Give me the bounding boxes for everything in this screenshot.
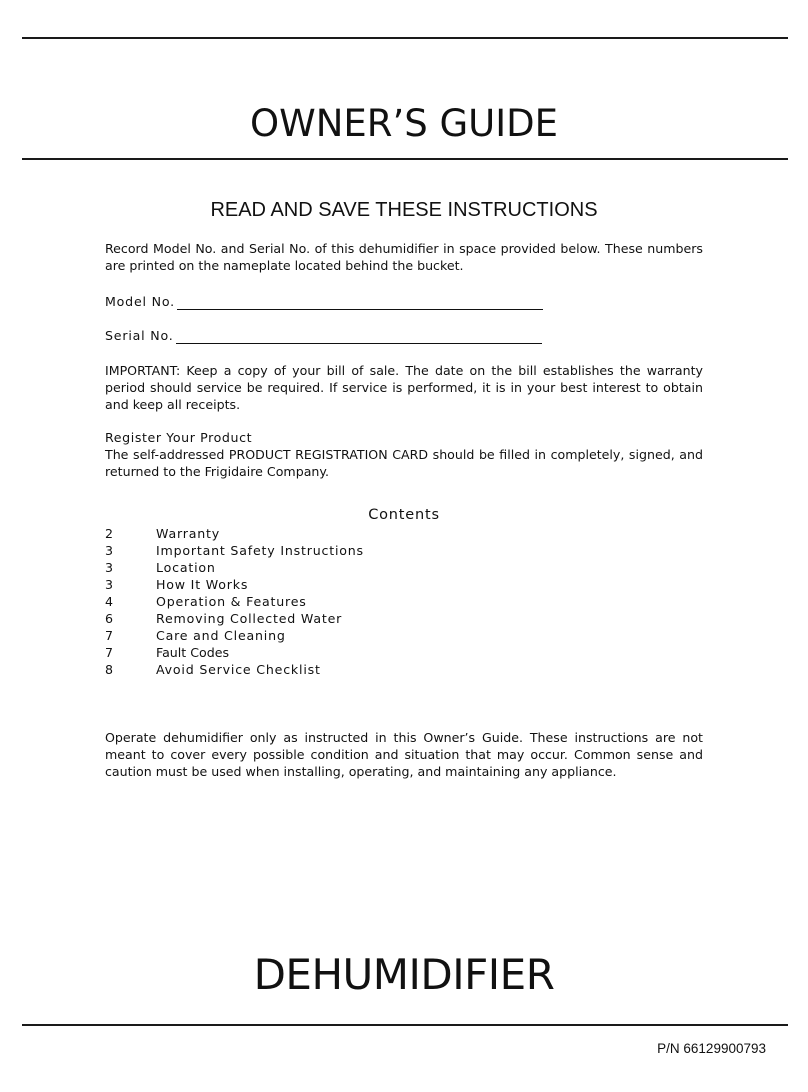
closing-paragraph: Operate dehumidifier only as instructed in this Owner’s Guide. These instructions are not meant to cover every possible condition and situation that may occur. Common sense and caution must be used when installing, operating, and maintaining any appliance.	[105, 730, 703, 779]
model-number-blank[interactable]	[177, 296, 543, 310]
list-item	[105, 542, 703, 559]
intro-paragraph: Record Model No. and Serial No. of this dehumidifier in space provided below. These numbers are printed on the nameplate located behind the bucket.	[105, 241, 703, 273]
toc-page-number: 3	[105, 543, 114, 558]
toc-label: How It Works	[156, 577, 249, 592]
list-item	[105, 610, 703, 627]
list-item	[105, 559, 703, 576]
contents-list	[105, 525, 703, 678]
page-title: OWNER’S GUIDE	[249, 102, 558, 145]
toc-page-number: 6	[105, 611, 114, 626]
main-content	[105, 240, 703, 780]
register-paragraph: The self-addressed PRODUCT REGISTRATION CARD should be filled in completely, signed, and returned to the Frigidaire Company.	[105, 447, 703, 479]
bottom-rule	[22, 1024, 788, 1026]
toc-label: Care and Cleaning	[156, 628, 286, 643]
part-number: P/N 66129900793	[657, 1041, 766, 1056]
toc-label: Warranty	[156, 526, 220, 541]
toc-label: Avoid Service Checklist	[156, 662, 321, 677]
title-rule	[22, 158, 788, 160]
toc-page-number: 7	[105, 645, 114, 660]
list-item	[105, 644, 703, 661]
list-item	[105, 525, 703, 542]
product-name: DEHUMIDIFIER	[253, 950, 555, 999]
contents-title: Contents	[368, 507, 440, 523]
toc-page-number: 4	[105, 594, 114, 609]
list-item	[105, 661, 703, 678]
important-paragraph: IMPORTANT: Keep a copy of your bill of sale. The date on the bill establishes the warranty period should service be required. If service is performed, it is in your best interest to obtain and keep all receipts.	[105, 363, 703, 412]
list-item	[105, 593, 703, 610]
model-number-label: Model No.	[105, 294, 175, 309]
toc-page-number: 8	[105, 662, 114, 677]
toc-label: Location	[156, 560, 216, 575]
toc-page-number: 3	[105, 577, 114, 592]
list-item	[105, 576, 703, 593]
list-item	[105, 627, 703, 644]
model-number-field	[105, 293, 703, 310]
toc-page-number: 3	[105, 560, 114, 575]
serial-number-field	[105, 327, 703, 344]
toc-label: Important Safety Instructions	[156, 543, 364, 558]
subtitle: READ AND SAVE THESE INSTRUCTIONS	[210, 199, 598, 221]
top-rule	[22, 37, 788, 39]
toc-label: Operation & Features	[156, 594, 307, 609]
toc-label: Fault Codes	[156, 645, 230, 660]
toc-page-number: 2	[105, 526, 114, 541]
register-heading: Register Your Product	[105, 430, 253, 445]
toc-label: Removing Collected Water	[156, 611, 343, 626]
serial-number-blank[interactable]	[176, 330, 542, 344]
serial-number-label: Serial No.	[105, 328, 174, 343]
toc-page-number: 7	[105, 628, 114, 643]
